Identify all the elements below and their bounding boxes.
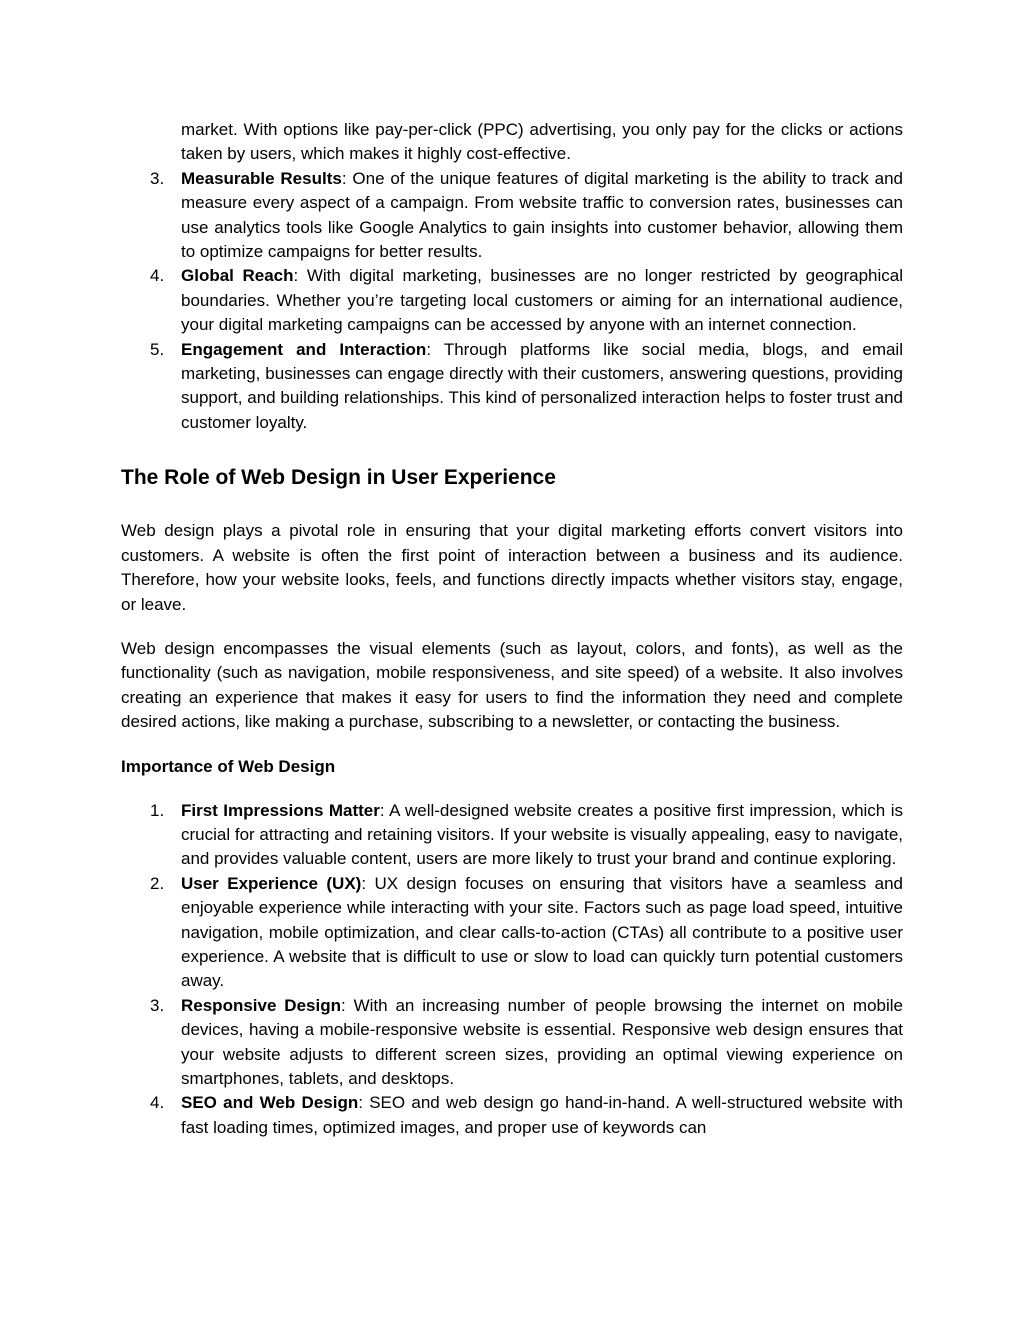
list-number: 5. bbox=[150, 339, 165, 359]
list-item-title: Engagement and Interaction bbox=[181, 339, 427, 359]
list-item-text: : With digital marketing, businesses are no longer restricted by geographical boundaries. Whether you’re targeting local customers or aiming for an international audience, your digital marketing campaigns can be accessed by anyone with an internet connection. bbox=[181, 266, 903, 335]
list-item-title: Global Reach bbox=[181, 266, 294, 286]
list-item-text: : SEO and web design go hand-in-hand. A well-structured website with fast loading times, optimized images, and proper use of keywords can bbox=[181, 1093, 903, 1137]
importance-list bbox=[121, 799, 903, 1141]
list-item-title: First Impressions Matter bbox=[181, 800, 380, 820]
list-number: 3. bbox=[150, 995, 165, 1015]
list-item-text: : UX design focuses on ensuring that visitors have a seamless and enjoyable experience while interacting with your site. Factors such as page load speed, intuitive navigation, mobile optimization, and clear calls-to-action (CTAs) all contribute to a positive user experience. A website that is difficult to use or slow to load can quickly turn potential customers away. bbox=[181, 873, 904, 991]
benefits-list bbox=[121, 167, 903, 435]
paragraph: Web design encompasses the visual elements (such as layout, colors, and fonts), as well as the functionality (such as navigation, mobile responsiveness, and site speed) of a website. It also involves creating an experience that makes it easy for users to find the information they need and complete desired actions, like making a purchase, subscribing to a newsletter, or contacting the business. bbox=[121, 638, 903, 732]
list-item-text: : A well-designed website creates a positive first impression, which is crucial for attracting and retaining visitors. If your website is visually appealing, easy to navigate, and provides valuable content, users are more likely to trust your brand and continue exploring. bbox=[181, 800, 903, 869]
list-number: 4. bbox=[150, 266, 165, 286]
list-item bbox=[121, 799, 903, 872]
list-item-continuation: market. With options like pay-per-click (PPC) advertising, you only pay for the clicks or actions taken by users, which makes it highly cost-effective. bbox=[181, 120, 903, 164]
list-item-text: : Through platforms like social media, blogs, and email marketing, businesses can engage directly with their customers, answering questions, providing support, and building relationships. This kind of personalized interaction helps to foster trust and customer loyalty. bbox=[181, 339, 903, 432]
document-page bbox=[121, 118, 903, 1140]
list-item-title: SEO and Web Design bbox=[181, 1093, 359, 1113]
subheading: Importance of Web Design bbox=[121, 756, 336, 776]
list-item-text: : With an increasing number of people browsing the internet on mobile devices, having a mobile-responsive website is essential. Responsive web design ensures that your website adjusts to different screen sizes, providing an optimal viewing experience on smartphones, tablets, and desktops. bbox=[181, 995, 903, 1088]
list-number: 2. bbox=[150, 873, 165, 893]
paragraph: Web design plays a pivotal role in ensuring that your digital marketing efforts convert visitors into customers. A website is often the first point of interaction between a business and its audience. Therefore, how your website looks, feels, and functions directly impacts whether visitors stay, engage, or leave. bbox=[121, 521, 903, 614]
list-item bbox=[121, 1091, 903, 1140]
section-heading: The Role of Web Design in User Experience bbox=[121, 466, 556, 490]
list-item-title: Responsive Design bbox=[181, 995, 341, 1015]
list-item bbox=[121, 167, 903, 265]
list-item-text: : One of the unique features of digital marketing is the ability to track and measure every aspect of a campaign. From website traffic to conversion rates, businesses can use analytics tools like Google Analytics to gain insights into customer behavior, allowing them to optimize campaigns for better results. bbox=[181, 168, 903, 262]
list-number: 4. bbox=[150, 1093, 165, 1113]
list-item bbox=[121, 264, 903, 337]
list-item bbox=[121, 994, 903, 1092]
list-item-title: Measurable Results bbox=[181, 168, 342, 188]
list-number: 3. bbox=[150, 168, 165, 188]
list-item bbox=[121, 338, 903, 436]
list-item-title: User Experience (UX) bbox=[181, 873, 362, 893]
list-item bbox=[121, 872, 903, 994]
list-number: 1. bbox=[150, 800, 165, 820]
